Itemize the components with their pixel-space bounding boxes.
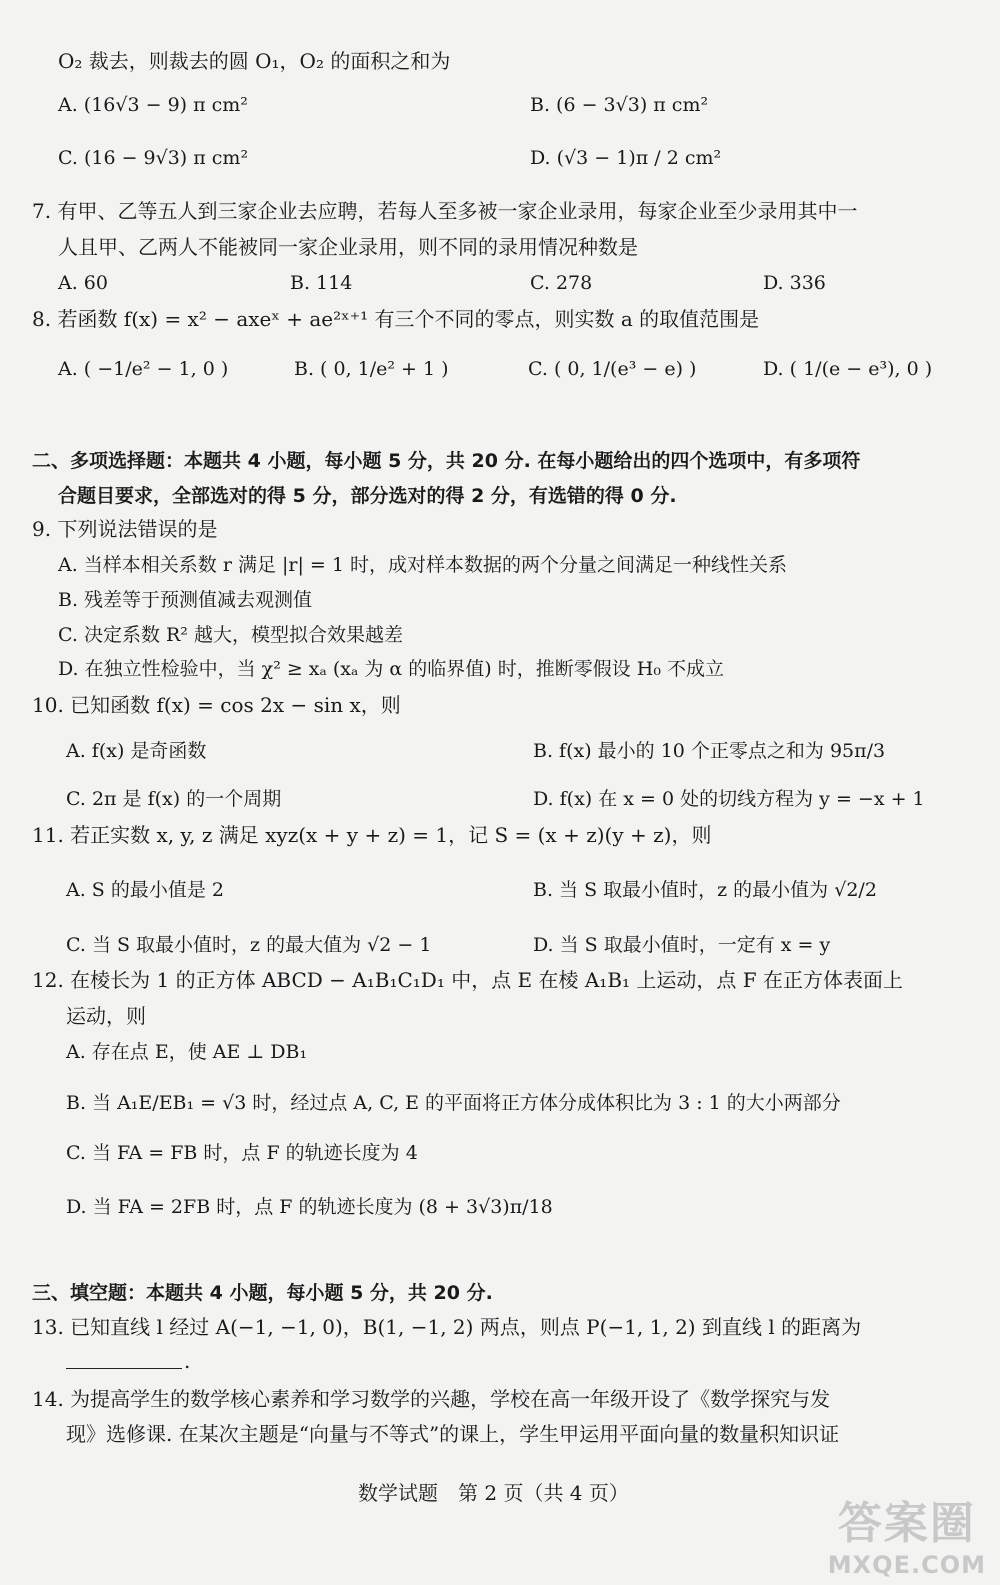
q13-answer-blank bbox=[66, 1368, 182, 1369]
q12-stem-line2: 运动，则 bbox=[66, 1004, 146, 1028]
q8-stem: 8. 若函数 f(x) = x² − axeˣ + ae²ˣ⁺¹ 有三个不同的零点，则实数 a 的取值范围是 bbox=[32, 307, 760, 331]
q9-stem: 9. 下列说法错误的是 bbox=[32, 517, 218, 541]
q11-option-c: C. 当 S 取最小值时，z 的最大值为 √2 − 1 bbox=[66, 934, 432, 956]
watermark-logo bbox=[828, 1487, 986, 1579]
q11-option-a: A. S 的最小值是 2 bbox=[66, 879, 224, 901]
q10-option-c: C. 2π 是 f(x) 的一个周期 bbox=[66, 788, 282, 810]
q12-stem-line1: 12. 在棱长为 1 的正方体 ABCD − A₁B₁C₁D₁ 中，点 E 在棱 A₁B₁ 上运动，点 F 在正方体表面上 bbox=[32, 968, 903, 992]
q11-option-b: B. 当 S 取最小值时，z 的最小值为 √2/2 bbox=[533, 879, 877, 901]
watermark-url: MXQE.COM bbox=[827, 1551, 986, 1579]
q7-option-a: A. 60 bbox=[58, 272, 108, 294]
q6-option-b: B. (6 − 3√3) π cm² bbox=[530, 94, 709, 116]
q6-option-a: A. (16√3 − 9) π cm² bbox=[58, 94, 248, 116]
q7-option-d: D. 336 bbox=[763, 272, 826, 294]
q14-stem-line2: 现》选修课. 在某次主题是“向量与不等式”的课上，学生甲运用平面向量的数量积知识证 bbox=[66, 1422, 840, 1446]
q8-option-c: C. ( 0, 1/(e³ − e) ) bbox=[528, 358, 697, 380]
q10-option-a: A. f(x) 是奇函数 bbox=[66, 740, 207, 762]
q12-option-c: C. 当 FA = FB 时，点 F 的轨迹长度为 4 bbox=[66, 1142, 418, 1164]
watermark-text: 答案圈 bbox=[837, 1498, 976, 1549]
q13-stem: 13. 已知直线 l 经过 A(−1, −1, 0)，B(1, −1, 2) 两点，则点 P(−1, 1, 2) 到直线 l 的距离为 bbox=[32, 1315, 862, 1339]
section2-heading-line2: 合题目要求，全部选对的得 5 分，部分选对的得 2 分，有选错的得 0 分. bbox=[58, 485, 677, 507]
q8-option-d: D. ( 1/(e − e³), 0 ) bbox=[763, 358, 933, 380]
q9-option-b: B. 残差等于预测值减去观测值 bbox=[58, 589, 313, 611]
q7-stem-line1: 7. 有甲、乙等五人到三家企业去应聘，若每人至多被一家企业录用，每家企业至少录用其中一 bbox=[32, 199, 858, 223]
section2-heading-line1: 二、多项选择题：本题共 4 小题，每小题 5 分，共 20 分. 在每小题给出的四个选项中，有多项符 bbox=[32, 450, 861, 472]
q10-stem: 10. 已知函数 f(x) = cos 2x − sin x，则 bbox=[32, 693, 401, 717]
q6-option-c: C. (16 − 9√3) π cm² bbox=[58, 147, 249, 169]
q9-option-a: A. 当样本相关系数 r 满足 |r| = 1 时，成对样本数据的两个分量之间满足一种线性关系 bbox=[58, 554, 788, 576]
q12-option-a: A. 存在点 E，使 AE ⊥ DB₁ bbox=[66, 1041, 308, 1063]
q7-stem-line2: 人且甲、乙两人不能被同一家企业录用，则不同的录用情况种数是 bbox=[58, 235, 638, 259]
q9-option-d: D. 在独立性检验中，当 χ² ≥ xₐ (xₐ 为 α 的临界值) 时，推断零假设 H₀ 不成立 bbox=[58, 658, 725, 680]
q9-option-c: C. 决定系数 R² 越大，模型拟合效果越差 bbox=[58, 624, 403, 646]
q10-option-b: B. f(x) 最小的 10 个正零点之和为 95π/3 bbox=[533, 740, 886, 762]
q7-option-c: C. 278 bbox=[530, 272, 593, 294]
q12-option-b: B. 当 A₁E/EB₁ = √3 时，经过点 A, C, E 的平面将正方体分成体积比为 3 : 1 的大小两部分 bbox=[66, 1092, 841, 1114]
section3-heading: 三、填空题：本题共 4 小题，每小题 5 分，共 20 分. bbox=[32, 1282, 493, 1304]
q12-option-d: D. 当 FA = 2FB 时，点 F 的轨迹长度为 (8 + 3√3)π/18 bbox=[66, 1196, 553, 1218]
q10-option-d: D. f(x) 在 x = 0 处的切线方程为 y = −x + 1 bbox=[533, 788, 925, 810]
q8-option-a: A. ( −1/e² − 1, 0 ) bbox=[58, 358, 229, 380]
q6-stem-tail: O₂ 裁去，则裁去的圆 O₁，O₂ 的面积之和为 bbox=[58, 49, 451, 73]
q14-stem-line1: 14. 为提高学生的数学核心素养和学习数学的兴趣，学校在高一年级开设了《数学探究与发 bbox=[32, 1387, 831, 1411]
q6-option-d: D. (√3 − 1)π / 2 cm² bbox=[530, 147, 722, 169]
q11-option-d: D. 当 S 取最小值时，一定有 x = y bbox=[533, 934, 831, 956]
q7-option-b: B. 114 bbox=[290, 272, 353, 294]
q8-option-b: B. ( 0, 1/e² + 1 ) bbox=[294, 358, 449, 380]
q11-stem: 11. 若正实数 x, y, z 满足 xyz(x + y + z) = 1，记 S = (x + z)(y + z)，则 bbox=[32, 823, 712, 847]
q13-period: . bbox=[184, 1349, 191, 1373]
page-footer: 数学试题 第 2 页（共 4 页） bbox=[358, 1481, 629, 1505]
